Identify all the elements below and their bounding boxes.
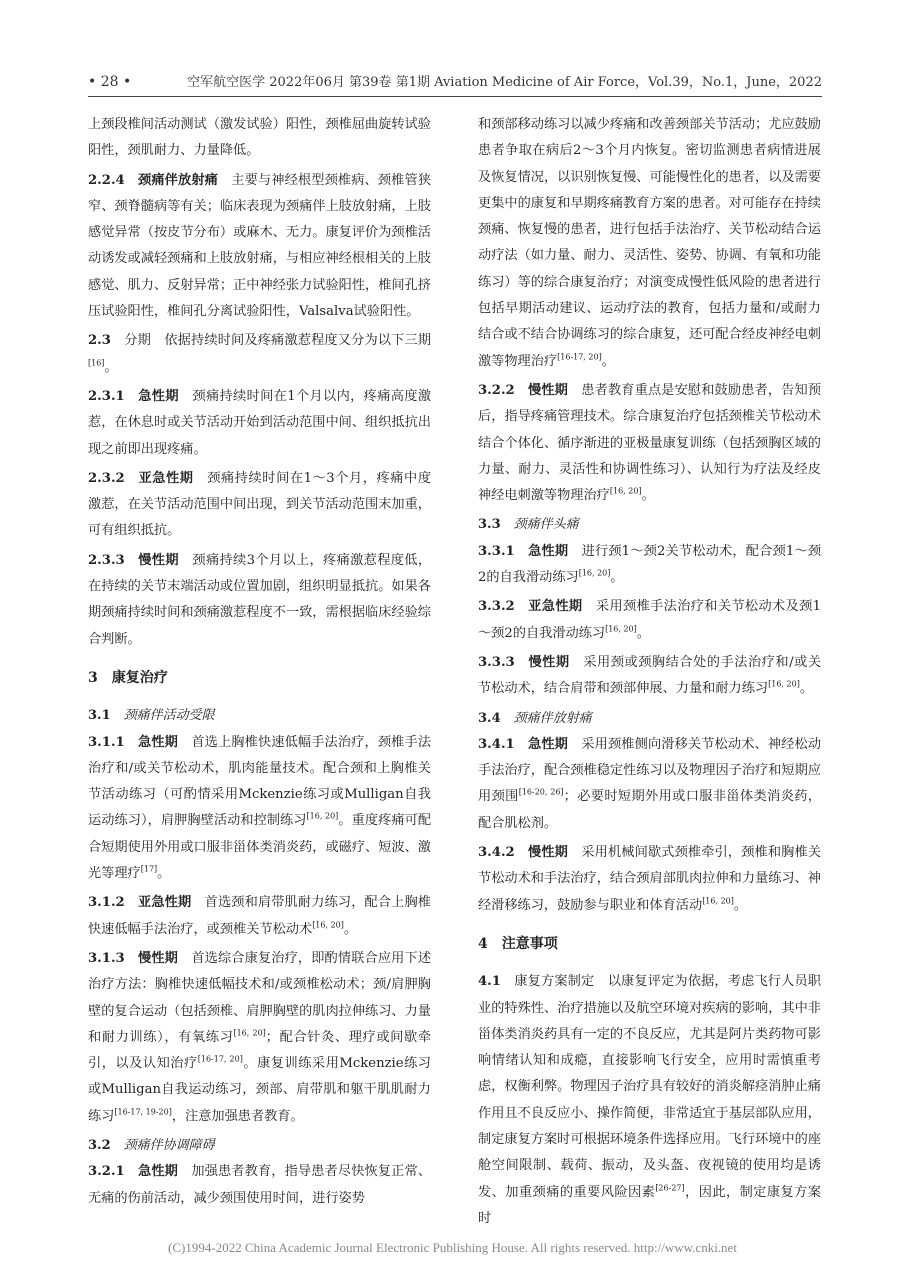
- subsection-number: 3.2: [88, 1137, 111, 1153]
- paragraph-text: 。: [636, 625, 650, 641]
- section-heading: [478, 931, 821, 957]
- clause-number: 2.3.1: [88, 388, 125, 404]
- paragraph-text: 。重度疼痛可配合短期使用外用或口服非甾体类消炎药，或磁疗、短波、激光等理疗: [88, 813, 432, 882]
- citation: [16, 20]: [768, 679, 800, 689]
- paragraph: [88, 946, 431, 1130]
- citation: [16]: [88, 358, 105, 368]
- paragraph-text: ；必要时短期外用或口服非甾体类消炎药，配合肌松剂。: [478, 789, 822, 831]
- clause-label: 慢性期: [137, 950, 179, 966]
- section-heading: [88, 665, 431, 691]
- header-rule: [88, 96, 822, 97]
- paragraph: [478, 650, 821, 703]
- right-column: [478, 112, 821, 1235]
- clause-label: 慢性期: [527, 845, 569, 861]
- paragraph: [478, 539, 821, 592]
- clause-label: 急性期: [527, 543, 569, 559]
- subsection-heading: [478, 706, 821, 732]
- clause-label: 慢性期: [137, 552, 179, 568]
- citation: [16, 20]: [306, 812, 339, 822]
- paragraph: [88, 168, 431, 326]
- citation: [16, 20]: [578, 568, 611, 578]
- paragraph: [88, 328, 431, 381]
- paragraph: [88, 890, 431, 943]
- clause-number: 4.1: [478, 974, 501, 990]
- clause-label: 急性期: [137, 1164, 179, 1180]
- clause-number: 2.3: [88, 333, 111, 349]
- page-number: • 28 •: [88, 74, 132, 90]
- clause-label: 急性期: [137, 388, 179, 404]
- paragraph-text: 颈痛持续时间在1～3个月，疼痛中度激惹，在关节活动范围中间出现，到关节活动范围末加重，可有组织抵抗。: [88, 470, 432, 539]
- paragraph: [478, 112, 821, 375]
- paragraph-text: 首选上胸椎快速低幅手法治疗，颈椎手法治疗和/或关节松动术，肌肉能量技术。配合颈和上胸椎关节活动练习（可酌情采用Mckenzie练习或Mulligan自我运动练习），肩胛胸壁活动和控制练习: [88, 734, 432, 829]
- paragraph: [88, 384, 431, 463]
- paragraph-text: 。: [610, 570, 624, 586]
- paragraph-text: ，注意加强患者教育。: [171, 1108, 304, 1124]
- subsection-number: 3.3: [478, 517, 501, 533]
- subsection-heading: [88, 1133, 431, 1159]
- clause-label: 亚急性期: [137, 470, 194, 486]
- paragraph: [478, 840, 821, 919]
- clause-number: 3.3.1: [478, 543, 515, 559]
- citation: [16-20, 26]: [518, 788, 564, 798]
- clause-label: 慢性期: [527, 654, 570, 670]
- clause-label: 颈痛伴放射痛: [137, 172, 218, 188]
- citation: [26-27]: [655, 1183, 685, 1193]
- section-title: 注意事项: [501, 935, 558, 952]
- clause-number: 3.2.1: [88, 1164, 125, 1180]
- subsection-title: 颈痛伴活动受限: [123, 708, 215, 724]
- clause-number: 2.3.2: [88, 470, 125, 486]
- paragraph-text: 采用颈椎侧向滑移关节松动术、神经松动手法治疗，配合颈椎稳定性练习以及物理因子治疗和短期应用颈围: [478, 736, 822, 805]
- paragraph-text: 。: [733, 897, 748, 913]
- subsection-number: 3.1: [88, 708, 111, 724]
- paragraph-text: 首选颈和肩带肌耐力练习，配合上胸椎快速低幅手法治疗，或颈椎关节松动术: [88, 895, 432, 937]
- citation: [16-17, 20]: [557, 352, 602, 362]
- subsection-number: 3.4: [478, 710, 501, 726]
- clause-label: 康复方案制定: [514, 974, 595, 990]
- citation: [16-17, 20]: [197, 1054, 243, 1064]
- citation: [16, 20]: [312, 920, 344, 930]
- paragraph-text: 。: [641, 488, 655, 504]
- clause-number: 2.3.3: [88, 552, 125, 568]
- section-number: 3: [88, 669, 98, 686]
- paragraph-text: ，因此，制定康复方案时: [478, 1184, 822, 1226]
- section-number: 4: [478, 935, 488, 952]
- paragraph-text: 。: [799, 681, 813, 697]
- subsection-title: 颈痛伴协调障碍: [123, 1137, 215, 1153]
- subsection-heading: [88, 703, 431, 729]
- paragraph: [478, 594, 821, 647]
- paragraph-text: 患者教育重点是安慰和鼓励患者，告知预后，指导疼痛管理技术。综合康复治疗包括颈椎关节松动术结合个体化、循序渐进的亚极量康复训练（包括颈胸区域的力量、耐力、灵活性和协调性练习）、认知行为疗法及经皮神经电刺激等物理治疗: [478, 382, 822, 504]
- journal-info: 空军航空医学 2022年06月 第39卷 第1期 Aviation Medicine of Air Force，Vol.39，No.1，June，2022: [187, 75, 822, 90]
- clause-number: 3.4.1: [478, 736, 515, 752]
- paragraph-text: 依据持续时间及疼痛激惹程度又分为以下三期: [164, 333, 432, 349]
- paragraph-text: ；配合针灸、理疗或间歇牵引，以及认知治疗: [88, 1029, 432, 1072]
- paragraph-text: 首选综合康复治疗，即酌情联合应用下述治疗方法：胸椎快速低幅技术和/或颈椎松动术；颈/肩胛胸壁的复合运动（包括颈椎、肩胛胸壁的肌肉拉伸练习、力量和耐力训练），有氧练习: [88, 950, 432, 1045]
- citation: [16-17, 19-20]: [114, 1107, 172, 1117]
- paragraph-text: 。: [343, 921, 358, 937]
- paragraph-text: 颈痛持续3个月以上，疼痛激惹程度低，在持续的关节末端活动或位置加剧，组织明显抵抗。如果各期颈痛持续时间和颈痛激惹程度不一致，需根据临床经验综合判断。: [88, 552, 432, 647]
- clause-number: 3.3.3: [478, 654, 515, 670]
- paragraph: [88, 730, 431, 888]
- citation: [16, 20]: [702, 896, 734, 906]
- paragraph-text: 。康复训练采用Mckenzie练习或Mulligan自我运动练习，颈部、肩带肌和躯干肌肌耐力练习: [88, 1056, 431, 1124]
- clause-label: 亚急性期: [527, 599, 583, 615]
- paragraph-text: 颈痛持续时间在1个月以内，疼痛高度激惹，在休息时或关节活动开始到活动范围中间、组织抵抗出现之前即出现疼痛。: [88, 388, 432, 457]
- citation: [16, 20]: [609, 486, 642, 496]
- paragraph-text: 采用颈或颈胸结合处的手法治疗和/或关节松动术，结合肩带和颈部伸展、力量和耐力练习: [478, 654, 822, 697]
- subsection-heading: [478, 512, 821, 538]
- clause-number: 3.1.3: [88, 950, 125, 966]
- clause-number: 2.2.4: [88, 172, 125, 188]
- paragraph-text: 进行颈1～颈2关节松动术，配合颈1～颈2的自我滑动练习: [478, 543, 822, 586]
- clause-number: 3.3.2: [478, 599, 515, 615]
- left-column: [88, 112, 431, 1215]
- clause-label: 分期: [124, 333, 151, 349]
- paragraph-text: 以康复评定为依据，考虑飞行人员职业的特殊性、治疗措施以及航空环境对疾病的影响，其中非甾体类消炎药具有一定的不良反应，尤其是阿片类药物可影响情绪认知和成瘾，直接影响飞行安全，应用时需慎重考虑，权衡利弊。物理因子治疗具有较好的消炎解痉消肿止痛作用且不良反应小、操作简便，非常适宜于基层部队应用，制定康复方案时可根据环境条件选择应用。飞行环境中的座舱空间限制、载荷、振动，及头盔、夜视镜的使用均是诱发、加重颈痛的重要风险因素: [478, 974, 822, 1200]
- paragraph: [88, 112, 431, 165]
- clause-label: 慢性期: [527, 382, 569, 398]
- clause-number: 3.1.2: [88, 895, 125, 911]
- subsection-title: 颈痛伴头痛: [513, 517, 579, 533]
- paragraph: [88, 466, 431, 545]
- section-title: 康复治疗: [111, 669, 168, 686]
- paragraph: [478, 378, 821, 509]
- copyright-footer: (C)1994-2022 China Academic Journal Electronic Publishing House. All rights reserved. http://www.cnki.net: [168, 1240, 737, 1255]
- paragraph: [478, 969, 821, 1232]
- paragraph-text: 采用机械间歇式颈椎牵引，颈椎和胸椎关节松动术和手法治疗，结合颈肩部肌肉拉伸和力量练习、神经滑移练习，鼓励参与职业和体育活动: [478, 845, 822, 913]
- citation: [16, 20]: [605, 624, 637, 634]
- clause-label: 亚急性期: [137, 895, 192, 911]
- paragraph-text: 和颈部移动练习以减少疼痛和改善颈部关节活动；尤应鼓励患者争取在病后2～3个月内恢复。密切监测患者病情进展及恢复情况，以识别恢复慢、可能慢性化的患者，以及需要更集中的康复和早期疼痛教育方案的患者。对可能存在持续颈痛、恢复慢的患者，进行包括手法治疗、关节松动结合运动疗法（如力量、耐力、灵活性、姿势、协调、有氧和功能练习）等的综合康复治疗；对演变成慢性低风险的患者进行包括早期活动建议、运动疗法的教育，包括力量和/或耐力结合或不结合协调练习的综合康复，还可配合经皮神经电刺激等物理治疗: [478, 117, 821, 369]
- paragraph-text: 采用颈椎手法治疗和关节松动术及颈1～颈2的自我滑动练习: [478, 599, 821, 641]
- clause-number: 3.2.2: [478, 382, 515, 398]
- citation: [17]: [140, 864, 158, 874]
- paragraph-text: 加强患者教育，指导患者尽快恢复正常、无痛的伤前活动，减少颈围使用时间，进行姿势: [88, 1164, 432, 1206]
- running-header: [88, 66, 822, 90]
- paragraph-text: 。: [104, 359, 118, 375]
- paragraph: [478, 732, 821, 837]
- clause-number: 3.4.2: [478, 845, 515, 861]
- paragraph-text: 。: [157, 866, 171, 882]
- paragraph-text: 上颈段椎间活动测试（激发试验）阳性，颈椎屈曲旋转试验阳性，颈肌耐力、力量降低。: [88, 117, 431, 159]
- citation: [16, 20]: [233, 1028, 266, 1038]
- subsection-title: 颈痛伴放射痛: [513, 710, 592, 726]
- clause-label: 急性期: [137, 734, 179, 750]
- paragraph-text: 主要与神经根型颈椎病、颈椎管狭窄、颈脊髓病等有关；临床表现为颈痛伴上肢放射痛，上肢感觉异常（按皮节分布）或麻木、无力。康复评价为颈椎活动诱发或减轻颈痛和上肢放射痛，与相应神经根相关的上肢感觉、肌力、反射异常；正中神经张力试验阳性，椎间孔挤压试验阳性，椎间孔分离试验阳性，Valsalva试验阳性。: [88, 172, 432, 320]
- paragraph: [88, 1159, 431, 1212]
- clause-number: 3.1.1: [88, 734, 125, 750]
- clause-label: 急性期: [527, 736, 569, 752]
- paragraph-text: 。: [601, 353, 615, 369]
- paragraph: [88, 548, 431, 653]
